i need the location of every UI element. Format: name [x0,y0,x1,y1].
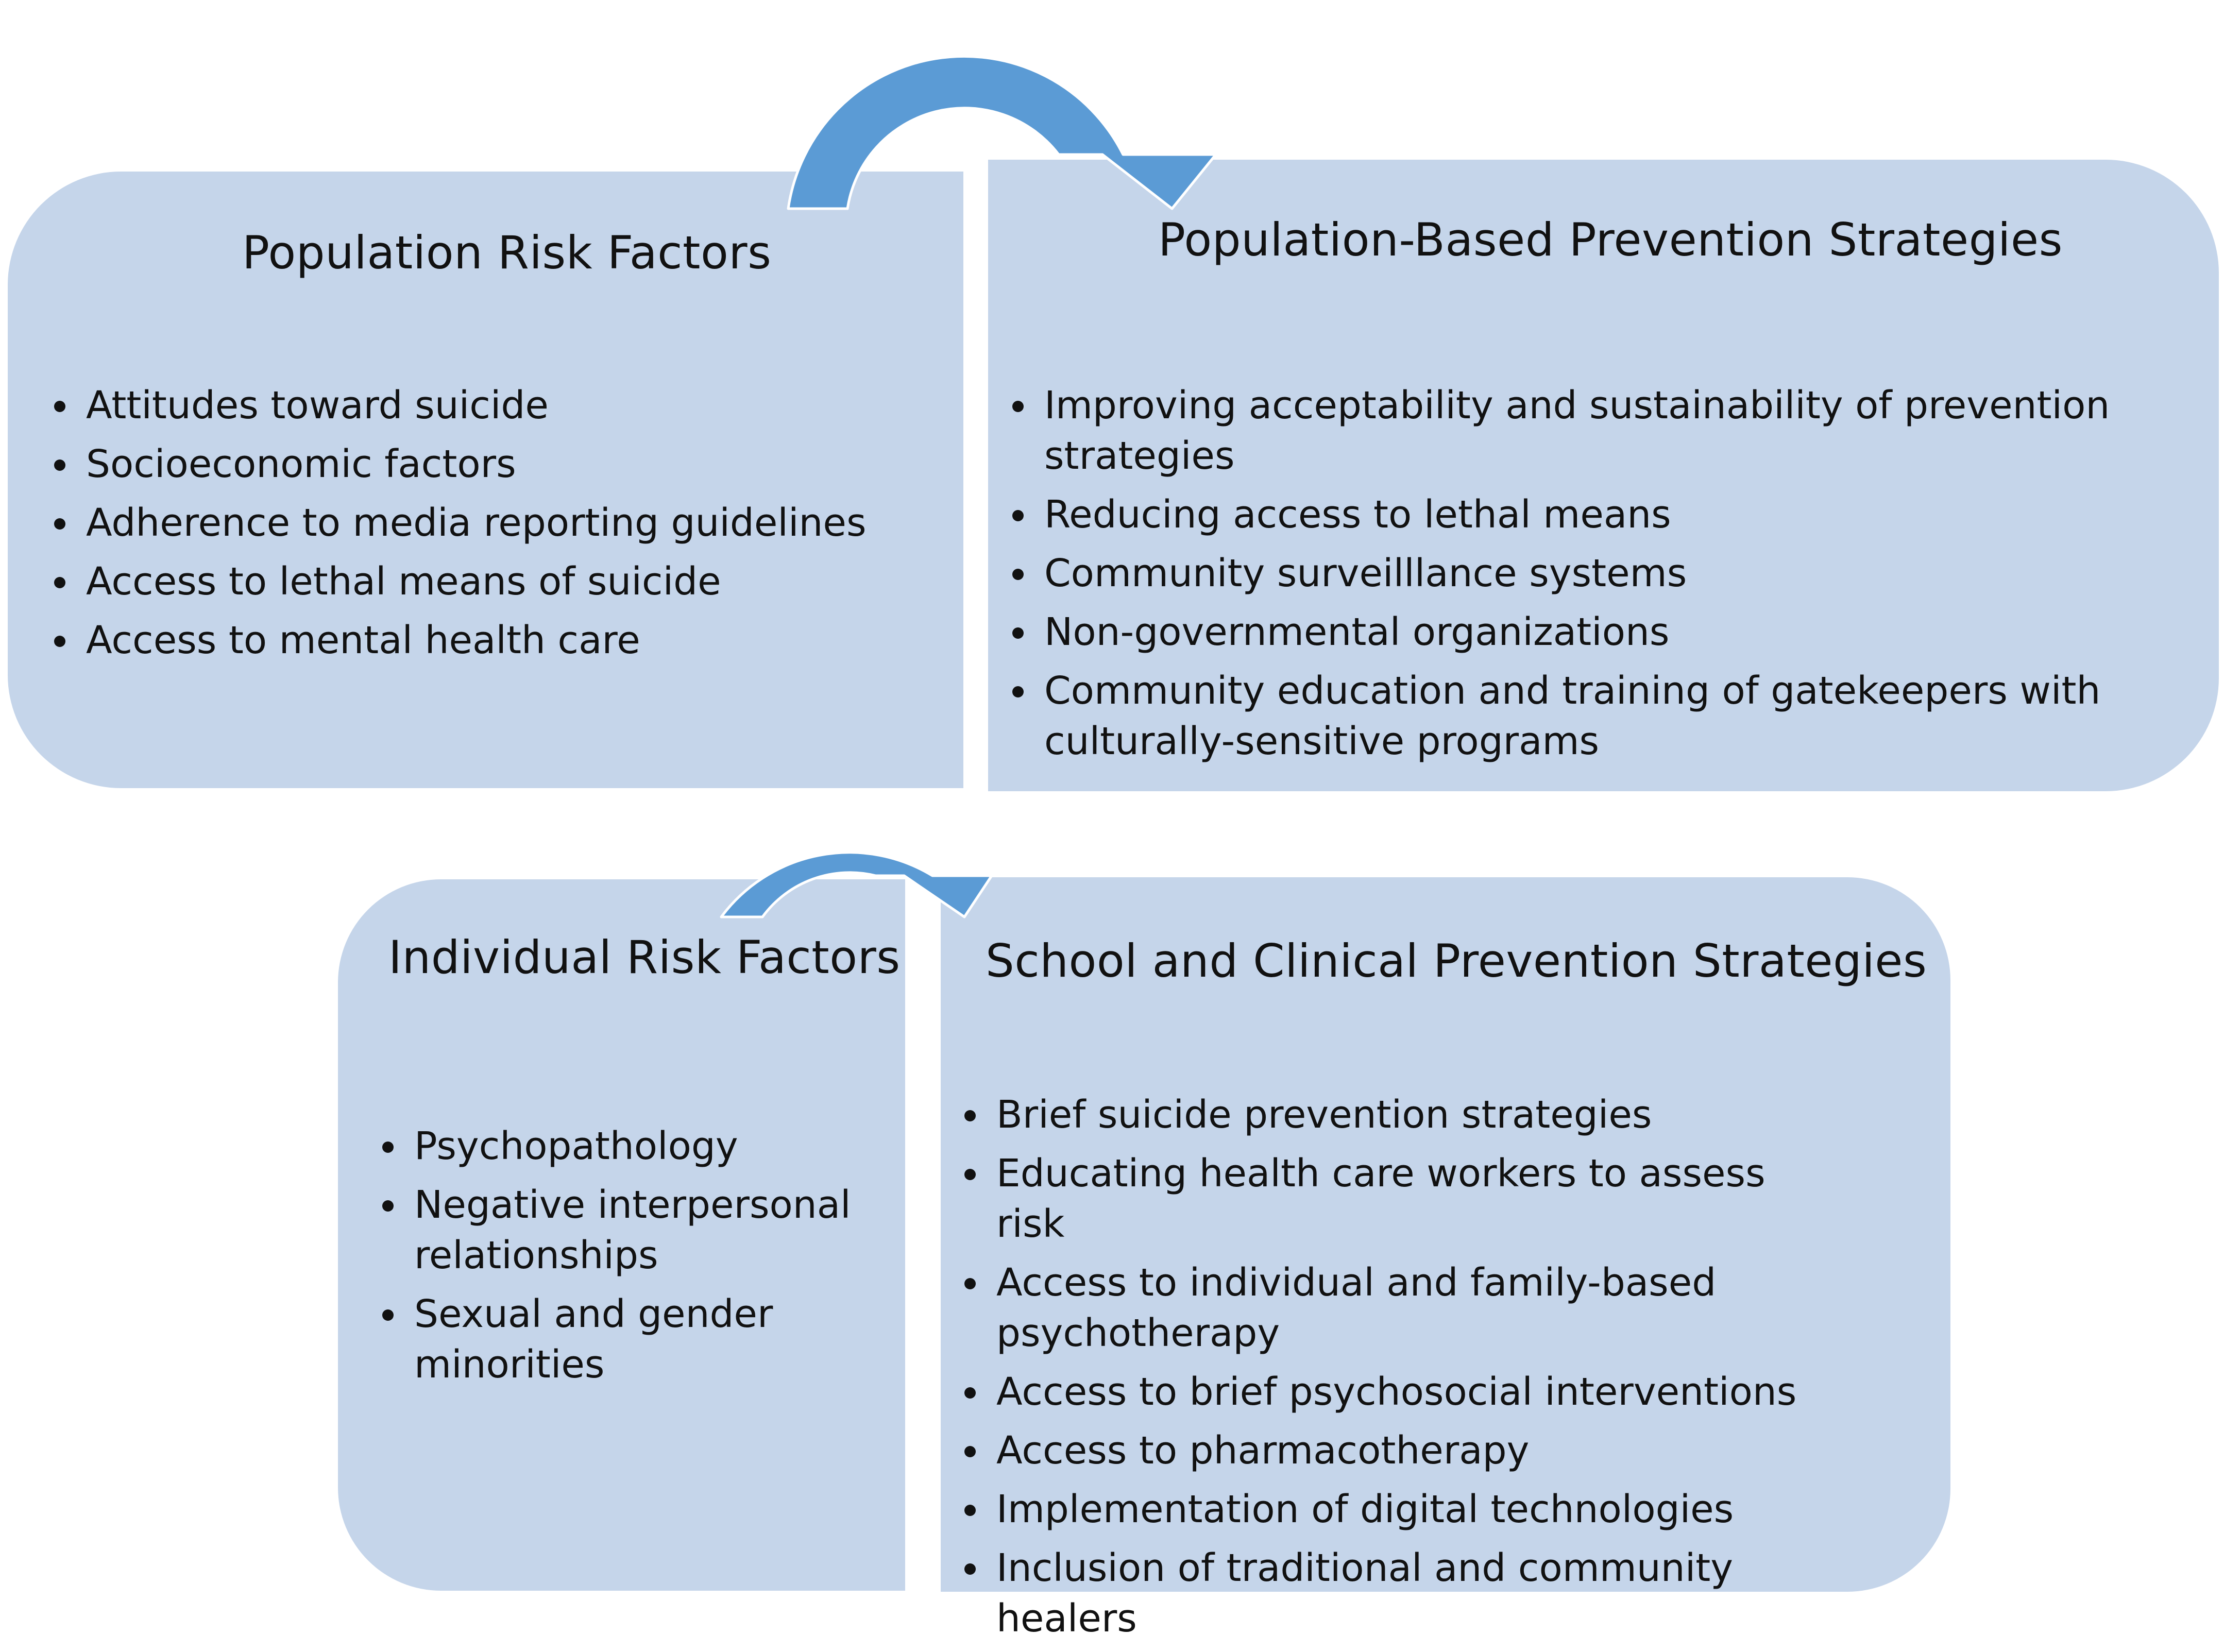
list-item: Attitudes toward suicide [54,380,930,431]
list-item: Educating health care workers to assess risk [964,1148,1799,1249]
list-item: Inclusion of traditional and community healers [964,1543,1799,1644]
list-item: Access to pharmacotherapy [964,1425,1799,1476]
list-item: Access to brief psychosocial interventions [964,1367,1799,1417]
list-item: Access to mental health care [54,615,930,666]
list-item: Community surveilllance systems [1012,548,2146,599]
list-item: Access to lethal means of suicide [54,556,930,607]
list-item: Community education and training of gatekeepers with culturally-sensitive programs [1012,666,2146,767]
list-item: Adherence to media reporting guidelines [54,498,930,548]
population-risk-title: Population Risk Factors [242,226,772,279]
list-item: Brief suicide prevention strategies [964,1089,1799,1140]
list-item: Negative interpersonal relationships [382,1180,887,1281]
list-item: Improving acceptability and sustainability of prevention strategies [1012,380,2146,481]
list-item: Access to individual and family-based psychotherapy [964,1257,1799,1358]
list-item: Sexual and gender minorities [382,1289,887,1390]
list-item: Implementation of digital technologies [964,1484,1799,1535]
list-item: Reducing access to lethal means [1012,489,2146,540]
school-clinical-title: School and Clinical Prevention Strategies [986,934,1927,987]
list-item: Socioeconomic factors [54,439,930,489]
list-item: Psychopathology [382,1121,887,1171]
individual-risk-title: Individual Risk Factors [388,931,901,984]
population-prevention-title: Population-Based Prevention Strategies [1158,213,2063,266]
list-item: Non-governmental organizations [1012,607,2146,657]
